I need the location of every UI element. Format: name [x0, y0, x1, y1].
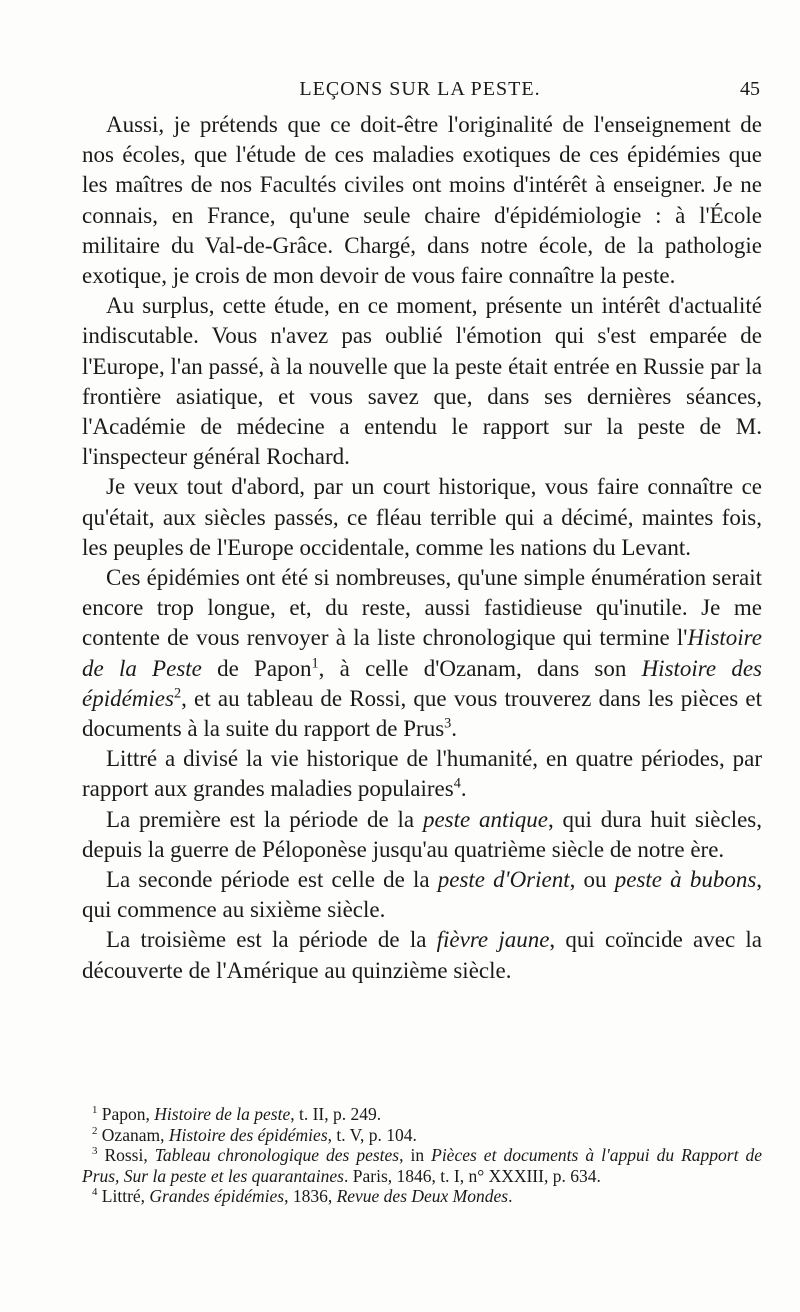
footnote	[82, 1104, 762, 1125]
footnote-ref: 4	[453, 775, 461, 792]
italic-term: fièvre jaune	[436, 927, 550, 953]
text-run: La troisième est la période de la	[106, 927, 437, 953]
footnote-ref: 2	[173, 685, 182, 702]
text-run: Littré,	[101, 1186, 150, 1206]
footnotes	[82, 1104, 762, 1207]
page-number: 45	[740, 78, 760, 100]
text-run: , t. V, p. 104.	[327, 1124, 417, 1145]
paragraph-epidemics-list	[82, 563, 762, 744]
body-text	[82, 110, 762, 986]
text-run: La première est la période de la	[106, 806, 423, 832]
text-run: , qui commence au sixième siècle.	[82, 867, 763, 923]
text-run: .	[460, 776, 467, 802]
paragraph-first-period	[82, 805, 762, 865]
italic-title: Histoire de la peste	[154, 1104, 291, 1124]
text-run: , et au tableau de Rossi, que vous trouverez dans les pièces et documents à la suite du rapport de Prus	[82, 685, 762, 742]
text-run: , 1836,	[284, 1186, 337, 1206]
footnote	[82, 1145, 762, 1186]
text-run: , qui coïncide avec la découverte de l'Amérique au quinzième siècle.	[82, 927, 762, 983]
italic-title: Histoire des épidémies	[82, 655, 762, 711]
italic-title: Histoire des épidémies	[168, 1124, 328, 1145]
italic-title: Tableau chronologique des pestes	[154, 1145, 400, 1165]
italic-term: peste d'Orient	[437, 867, 570, 893]
text-run: Rossi,	[104, 1145, 155, 1165]
text-run: , ou	[569, 867, 615, 893]
footnote-number: 4	[92, 1186, 98, 1199]
footnote-number: 2	[92, 1124, 98, 1137]
text-run: Papon,	[101, 1104, 155, 1124]
footnote-ref: 3	[444, 715, 452, 732]
text-run: , t. II, p. 249.	[290, 1104, 382, 1124]
text-run: Ces épidémies ont été si nombreuses, qu'une simple énumération serait encore trop longue, et, du reste, aussi fastidieuse qu'inutile. Je me contente de vous renvoyer à la liste chronologique qui termine l'	[82, 565, 762, 651]
text-run: , à celle d'Ozanam, dans son	[318, 655, 642, 681]
italic-term: peste à bubons	[614, 867, 757, 893]
italic-term: peste antique	[422, 806, 548, 832]
italic-title: Grandes épidémies	[149, 1186, 285, 1206]
footnote	[82, 1125, 762, 1146]
text-run: La seconde période est celle de la	[106, 867, 438, 893]
text-run: .	[508, 1186, 513, 1206]
footnote-ref: 1	[311, 655, 319, 671]
paragraph-third-period	[82, 925, 762, 985]
page-header	[80, 78, 760, 106]
footnote-number: 1	[92, 1104, 98, 1117]
text-run: . Paris, 1846, t. I, n° XXXIII, p. 634.	[344, 1165, 601, 1186]
footnote-number: 3	[92, 1145, 98, 1158]
text-run: .	[451, 716, 458, 742]
paragraph-actuality: Au surplus, cette étude, en ce moment, présente un intérêt d'actualité indiscutable. Vous n'avez pas oublié l'émotion qui s'est emparée de l'Europe, l'an passé, à la nouvelle que la peste était entrée en Russie par la frontière asiatique, et vous savez que, dans ses dernières séances, l'Académie de médecine a entendu le rapport sur la peste de M. l'inspecteur général Rochard.	[82, 293, 762, 470]
running-title: LEÇONS SUR LA PESTE.	[299, 78, 541, 100]
text-run: , qui dura huit siècles, depuis la guerre de Péloponèse jusqu'au quatrième siècle de notre ère.	[82, 806, 762, 862]
paragraph-littre	[82, 744, 762, 804]
text-run: , in	[399, 1145, 432, 1165]
footnote	[82, 1186, 762, 1207]
paragraph-history-intro: Je veux tout d'abord, par un court historique, vous faire connaître ce qu'était, aux siècles passés, ce fléau terrible qui a décimé, maintes fois, les peuples de l'Europe occidentale, comme les nations du Levant.	[82, 474, 762, 560]
text-run: de Papon	[201, 655, 312, 681]
text-run: Ozanam,	[101, 1124, 169, 1145]
italic-title: Pièces et documents à l'appui du Rapport de Prus, Sur la peste et les quarantaines	[82, 1145, 762, 1186]
italic-title: Revue des Deux Mondes	[336, 1186, 509, 1206]
text-run: Littré a divisé la vie historique de l'humanité, en quatre périodes, par rapport aux grandes maladies populaires	[82, 746, 762, 802]
paragraph-originality: Aussi, je prétends que ce doit-être l'originalité de l'enseignement de nos écoles, que l'étude de ces maladies exotiques de ces épidémies que les maîtres de nos Facultés civiles ont moins d'intérêt à enseigner. Je ne connais, en France, qu'une seule chaire d'épidémiologie : à l'École militaire du Val-de-Grâce. Chargé, dans notre école, de la pathologie exotique, je crois de mon devoir de vous faire connaître la peste.	[82, 112, 762, 289]
italic-title: Histoire de la Peste	[82, 625, 762, 681]
paragraph-second-period	[82, 865, 762, 925]
